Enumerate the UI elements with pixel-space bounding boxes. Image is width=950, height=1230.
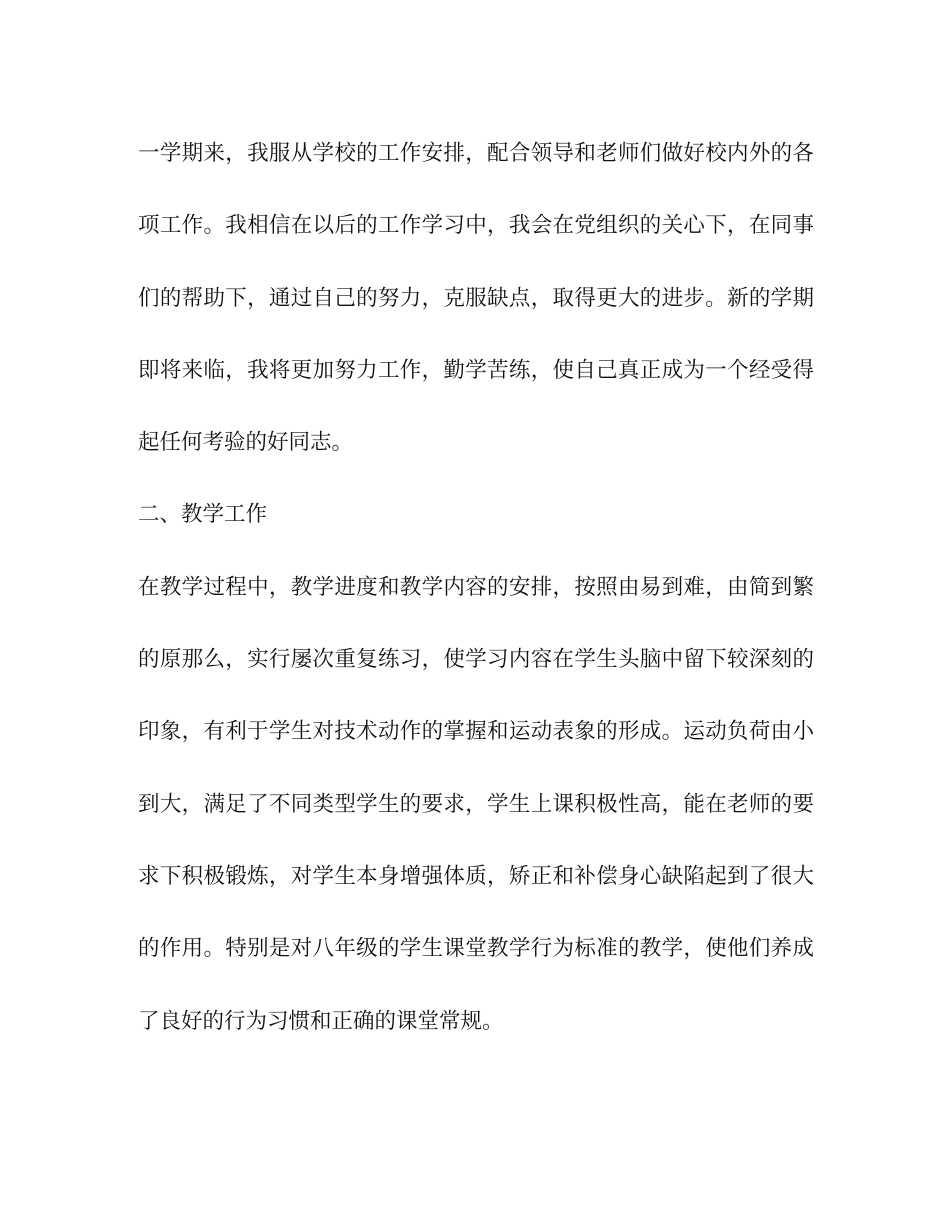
text-line: 到大，满足了不同类型学生的要求，学生上课积极性高，能在老师的要 xyxy=(138,791,814,817)
text-line: 起任何考验的好同志。 xyxy=(138,430,354,456)
text-line: 求下积极锻炼，对学生本身增强体质，矫正和补偿身心缺陷起到了很大 xyxy=(138,863,814,889)
paragraph-summary xyxy=(138,130,814,491)
text-line: 印象，有利于学生对技术动作的掌握和运动表象的形成。运动负荷由小 xyxy=(138,719,814,745)
text-line: 即将来临，我将更加努力工作，勤学苦练，使自己真正成为一个经受得 xyxy=(138,357,814,383)
section-heading: 二、教学工作 xyxy=(138,502,268,528)
text-line: 们的帮助下，通过自己的努力，克服缺点，取得更大的进步。新的学期 xyxy=(138,285,814,311)
document-body xyxy=(138,130,814,1070)
text-line: 的作用。特别是对八年级的学生课堂教学行为标准的教学，使他们养成 xyxy=(138,936,814,962)
text-line: 项工作。我相信在以后的工作学习中，我会在党组织的关心下，在同事 xyxy=(138,213,814,239)
text-line: 的原那么，实行屡次重复练习，使学习内容在学生头脑中留下较深刻的 xyxy=(138,647,814,673)
paragraph-teaching xyxy=(138,564,814,1070)
text-line: 了良好的行为习惯和正确的课堂常规。 xyxy=(138,1008,504,1034)
text-line: 一学期来，我服从学校的工作安排，配合领导和老师们做好校内外的各 xyxy=(138,141,814,166)
text-line: 在教学过程中，教学进度和教学内容的安排，按照由易到难，由简到繁 xyxy=(138,574,814,600)
